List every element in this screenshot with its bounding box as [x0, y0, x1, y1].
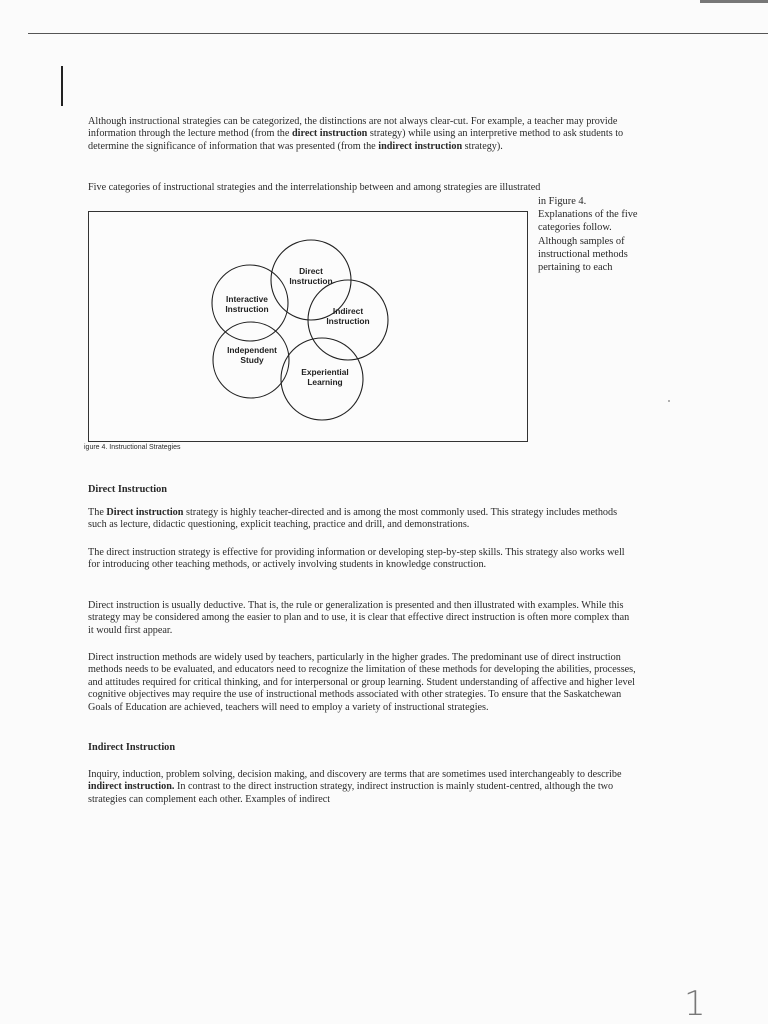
label-interactive-1: Interactive [226, 294, 268, 304]
intro-text: Although instructional strategies can be categorized, the distinctions are not always clear-cut. For example, a teacher may provide information through the lecture method (from the [88, 116, 618, 140]
handwritten-page-number: 1 [684, 984, 706, 1024]
indirect-paragraph-1 [88, 769, 636, 806]
label-independent-1: Independent [227, 345, 277, 355]
heading-direct-instruction: Direct Instruction [88, 484, 168, 495]
direct-paragraph-3: Direct instruction is usually deductive. That is, the rule or generalization is presented and then illustrated with examples. While this strategy may be considered among the easier to plan and to use, it is clear that effective direct instruction is often more complex than it would first appear. [88, 600, 630, 636]
intro-text: strategy). [462, 140, 503, 152]
heading-indirect-instruction: Indirect Instruction [88, 742, 176, 753]
figure-caption: igure 4. Instructional Strategies [84, 444, 181, 451]
label-experiential-1: Experiential [301, 367, 349, 377]
intro-text: strategy) while using an interpretive method to ask students to determine the significance of information that was presented (from the [88, 128, 624, 152]
intro-paragraph-2: Five categories of instructional strategies and the interrelationship between and among strategies are illustrated [88, 182, 541, 193]
direct-bold: Direct instruction [106, 507, 184, 518]
intro-bold-direct: direct instruction [291, 128, 368, 140]
indirect-bold: indirect instruction. [88, 781, 175, 793]
header-rule [28, 33, 768, 34]
label-direct-2: Instruction [289, 276, 333, 286]
side-text-line-1: in Figure 4. [538, 196, 587, 207]
label-direct-1: Direct [299, 266, 323, 276]
direct-paragraph-4: Direct instruction methods are widely used by teachers, particularly in the higher grades. The predominant use of direct instruction methods needs to be evaluated, and educators need to recognize the limitation of these methods for developing the abilities, processes, and attitudes required for critical thinking, and for interpersonal or group learning. Student understanding of affective and higher level cognitive objectives may require the use of instructional methods associated with other strategies. To ensure that the Saskatchewan Goals of Education are achieved, teachers will need to employ a variety of instructional strategies. [88, 652, 636, 713]
label-interactive-2: Instruction [225, 304, 269, 314]
strategies-venn-diagram [89, 212, 529, 443]
direct-paragraph-2: The direct instruction strategy is effective for providing information or developing step-by-step skills. This strategy also works well for introducing other teaching methods, or actively involving students in knowledge construction. [88, 547, 625, 571]
margin-mark [61, 66, 63, 106]
figure-4-box [88, 211, 528, 442]
direct-text: The [88, 507, 107, 518]
direct-paragraph-1 [88, 507, 636, 532]
indirect-text: In contrast to the direct instruction strategy, indirect instruction is mainly student-centred, although the two strategies can complement each other. Examples of indirect [88, 781, 614, 805]
label-independent-2: Study [240, 355, 264, 365]
label-indirect-1: Indirect [332, 306, 364, 316]
label-experiential-2: Learning [307, 377, 343, 387]
intro-paragraph-1 [88, 116, 636, 153]
figure-side-text [538, 195, 642, 274]
indirect-text: Inquiry, induction, problem solving, decision making, and discovery are terms that are sometimes used interchangeably to describe [88, 769, 622, 780]
scan-speck [668, 400, 670, 402]
scan-corner-mark [700, 0, 768, 3]
side-text-body: Explanations of the five categories follow. Although samples of instructional methods pertaining to each [538, 209, 638, 274]
intro-bold-indirect: indirect instruction [378, 140, 463, 152]
label-indirect-2: Instruction [326, 316, 370, 326]
direct-text: strategy is highly teacher-directed and is among the most commonly used. This strategy includes methods such as lecture, didactic questioning, explicit teaching, practice and drill, and demonstrations. [88, 507, 618, 531]
